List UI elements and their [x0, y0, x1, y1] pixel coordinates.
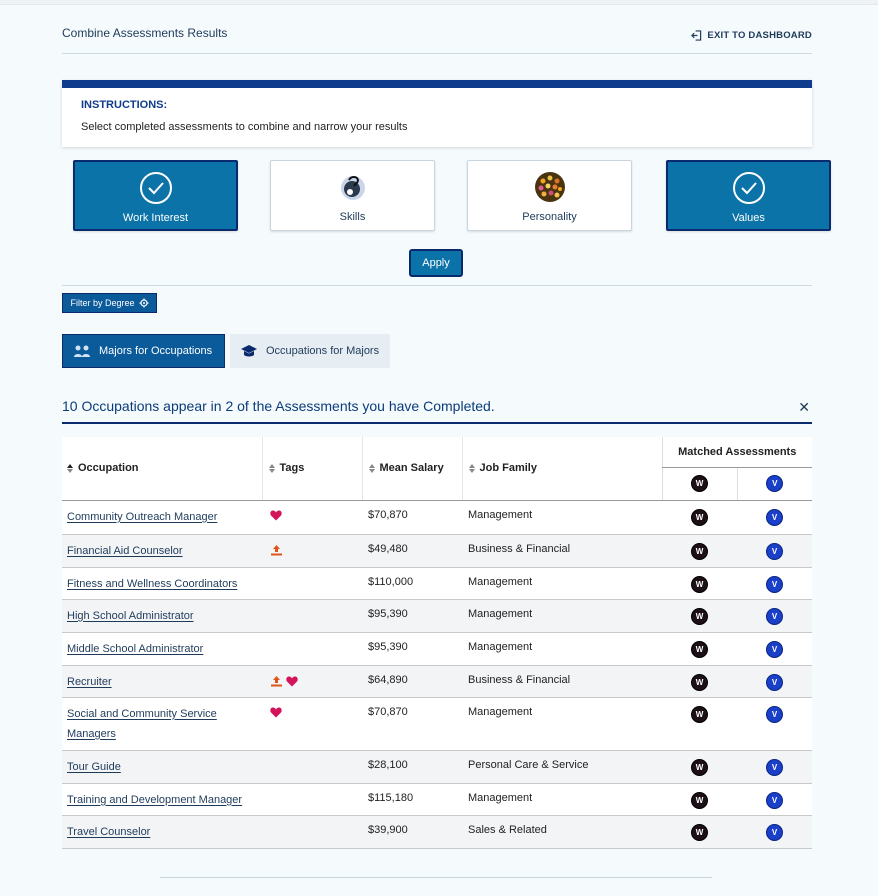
- page-header: [62, 26, 812, 54]
- table-row: [62, 697, 812, 750]
- tags-cell: [262, 697, 362, 750]
- filter-label: Filter by Degree: [70, 298, 135, 308]
- occupation-link[interactable]: Tour Guide: [67, 760, 121, 773]
- matched-v-cell: [737, 697, 812, 750]
- matched-v-cell: [737, 815, 812, 848]
- personality-icon: [534, 171, 566, 203]
- salary-cell: $115,180: [368, 791, 414, 804]
- occupation-link[interactable]: Middle School Administrator: [67, 642, 204, 655]
- occupation-link[interactable]: Community Outreach Manager: [67, 510, 218, 523]
- matched-w-cell: [662, 534, 737, 567]
- matched-w-cell: [662, 632, 737, 665]
- job-family-cell: Management: [468, 607, 533, 620]
- people-icon: [73, 344, 91, 358]
- tab-label: Occupations for Majors: [266, 345, 380, 357]
- salary-cell: $70,870: [368, 705, 408, 718]
- occupation-cell: [62, 697, 262, 750]
- occupation-link[interactable]: Financial Aid Counselor: [67, 544, 183, 557]
- table-row: [62, 665, 812, 697]
- tags-cell: [262, 632, 362, 665]
- exit-to-dashboard-link[interactable]: [691, 30, 812, 41]
- upload-icon: [270, 675, 283, 687]
- values-badge: V: [766, 641, 783, 658]
- job-family-cell: Personal Care & Service: [468, 758, 589, 771]
- heart-icon: [270, 510, 282, 521]
- matched-w-cell: [662, 599, 737, 632]
- job-family-cell: Business & Financial: [468, 673, 571, 686]
- salary-cell: $28,100: [368, 758, 408, 771]
- salary-cell: $70,870: [368, 508, 408, 521]
- work-interest-badge: W: [691, 674, 708, 691]
- column-header-v: [737, 467, 812, 500]
- occupation-cell: [62, 599, 262, 632]
- matched-w-cell: [662, 697, 737, 750]
- salary-cell: $95,390: [368, 640, 408, 653]
- gear-icon: [139, 298, 149, 308]
- values-badge: V: [766, 509, 783, 526]
- assessment-label: Skills: [339, 211, 366, 223]
- occupation-link[interactable]: High School Administrator: [67, 609, 194, 622]
- matched-v-cell: [737, 599, 812, 632]
- work-interest-badge: W: [691, 543, 708, 560]
- work-interest-badge: W: [691, 759, 708, 776]
- salary-cell: $110,000: [368, 575, 414, 588]
- assessment-card-values[interactable]: [666, 160, 831, 231]
- occupation-link[interactable]: Training and Development Manager: [67, 793, 243, 806]
- tags-cell: [262, 500, 362, 534]
- tags-cell: [262, 783, 362, 815]
- table-row: [62, 599, 812, 632]
- values-badge: V: [766, 608, 783, 625]
- work-interest-badge: W: [691, 576, 708, 593]
- occupation-link[interactable]: Social and Community Service Managers: [67, 707, 217, 740]
- sort-icon: [67, 463, 74, 474]
- occupation-cell: [62, 815, 262, 848]
- exit-icon: [691, 30, 702, 41]
- salary-cell: $95,390: [368, 607, 408, 620]
- column-header-tags[interactable]: Tags: [262, 437, 362, 500]
- divider: [160, 877, 712, 878]
- skills-icon: [337, 171, 369, 203]
- table-row: [62, 567, 812, 599]
- matched-v-cell: [737, 783, 812, 815]
- close-icon[interactable]: ✕: [798, 399, 810, 415]
- check-circle-icon: [733, 172, 765, 204]
- exit-label: EXIT TO DASHBOARD: [707, 30, 812, 41]
- work-interest-badge: W: [691, 824, 708, 841]
- assessment-card-work-interest[interactable]: [73, 160, 238, 231]
- occupation-cell: [62, 750, 262, 783]
- job-family-cell: Management: [468, 791, 533, 804]
- job-family-cell: Business & Financial: [468, 542, 571, 555]
- values-badge: V: [766, 824, 783, 841]
- sort-icon: [369, 463, 376, 474]
- table-row: [62, 500, 812, 534]
- tab-majors-for-occupations[interactable]: [62, 334, 225, 368]
- job-family-cell: Management: [468, 705, 533, 718]
- tags-cell: [262, 599, 362, 632]
- job-family-cell: Sales & Related: [468, 823, 547, 836]
- tags-cell: [262, 534, 362, 567]
- job-family-cell: Management: [468, 508, 533, 521]
- matched-v-cell: [737, 665, 812, 697]
- work-interest-badge: W: [691, 475, 708, 492]
- check-circle-icon: [140, 172, 172, 204]
- results-summary: [62, 396, 812, 424]
- matched-v-cell: [737, 567, 812, 599]
- instructions-text: Select completed assessments to combine and narrow your results: [81, 121, 408, 133]
- salary-cell: $64,890: [368, 673, 408, 686]
- sort-icon: [469, 463, 476, 474]
- salary-cell: $39,900: [368, 823, 408, 836]
- heart-icon: [286, 676, 298, 687]
- work-interest-badge: W: [691, 792, 708, 809]
- matched-w-cell: [662, 750, 737, 783]
- sort-icon: [269, 463, 276, 474]
- upload-icon: [270, 544, 283, 556]
- matched-w-cell: [662, 567, 737, 599]
- table-row: [62, 815, 812, 848]
- tab-occupations-for-majors[interactable]: [230, 334, 390, 368]
- assessment-label: Personality: [522, 211, 577, 223]
- assessment-card-skills[interactable]: [270, 160, 435, 231]
- column-header-mean-salary[interactable]: Mean Salary: [362, 437, 462, 500]
- occupation-cell: [62, 534, 262, 567]
- work-interest-badge: W: [691, 608, 708, 625]
- values-badge: V: [766, 576, 783, 593]
- assessment-label: Work Interest: [122, 212, 189, 224]
- instructions-panel: [62, 80, 812, 147]
- top-bar: [0, 0, 878, 5]
- table-row: [62, 783, 812, 815]
- graduation-cap-icon: [240, 344, 258, 358]
- page-title: Combine Assessments Results: [62, 26, 228, 40]
- job-family-cell: Management: [468, 640, 533, 653]
- work-interest-badge: W: [691, 641, 708, 658]
- job-family-cell: Management: [468, 575, 533, 588]
- occupation-link[interactable]: Travel Counselor: [67, 825, 151, 838]
- column-header-w: [662, 467, 737, 500]
- matched-w-cell: [662, 783, 737, 815]
- occupation-cell: [62, 665, 262, 697]
- occupations-table: [62, 437, 812, 849]
- instructions-heading: INSTRUCTIONS:: [81, 99, 168, 111]
- results-text: 10 Occupations appear in 2 of the Assessments you have Completed.: [62, 398, 495, 414]
- salary-cell: $49,480: [368, 542, 408, 555]
- table-body: [62, 500, 812, 848]
- occupation-cell: [62, 783, 262, 815]
- occupation-cell: [62, 632, 262, 665]
- matched-v-cell: [737, 750, 812, 783]
- matched-w-cell: [662, 815, 737, 848]
- occupation-cell: [62, 500, 262, 534]
- values-badge: V: [766, 792, 783, 809]
- tags-cell: [262, 567, 362, 599]
- matched-w-cell: [662, 500, 737, 534]
- matched-w-cell: [662, 665, 737, 697]
- values-badge: V: [766, 475, 783, 492]
- column-header-matched-assessments: Matched Assessments: [662, 437, 812, 467]
- table-row: [62, 750, 812, 783]
- tab-label: Majors for Occupations: [99, 345, 213, 357]
- matched-v-cell: [737, 534, 812, 567]
- tags-cell: [262, 665, 362, 697]
- occupation-cell: [62, 567, 262, 599]
- filter-by-degree-button[interactable]: [62, 293, 157, 313]
- tags-cell: [262, 815, 362, 848]
- matched-v-cell: [737, 632, 812, 665]
- occupation-link[interactable]: Fitness and Wellness Coordinators: [67, 577, 238, 590]
- table-row: [62, 632, 812, 665]
- column-header-occupation[interactable]: Occupation: [62, 437, 262, 500]
- values-badge: V: [766, 674, 783, 691]
- values-badge: V: [766, 543, 783, 560]
- values-badge: V: [766, 706, 783, 723]
- occupation-link[interactable]: Recruiter: [67, 675, 112, 688]
- apply-button[interactable]: Apply: [409, 249, 463, 277]
- assessment-card-personality[interactable]: [467, 160, 632, 231]
- table-row: [62, 534, 812, 567]
- column-header-job-family[interactable]: Job Family: [462, 437, 662, 500]
- tags-cell: [262, 750, 362, 783]
- divider: [62, 285, 812, 286]
- work-interest-badge: W: [691, 706, 708, 723]
- work-interest-badge: W: [691, 509, 708, 526]
- assessment-label: Values: [732, 212, 765, 224]
- matched-v-cell: [737, 500, 812, 534]
- heart-icon: [270, 707, 282, 718]
- values-badge: V: [766, 759, 783, 776]
